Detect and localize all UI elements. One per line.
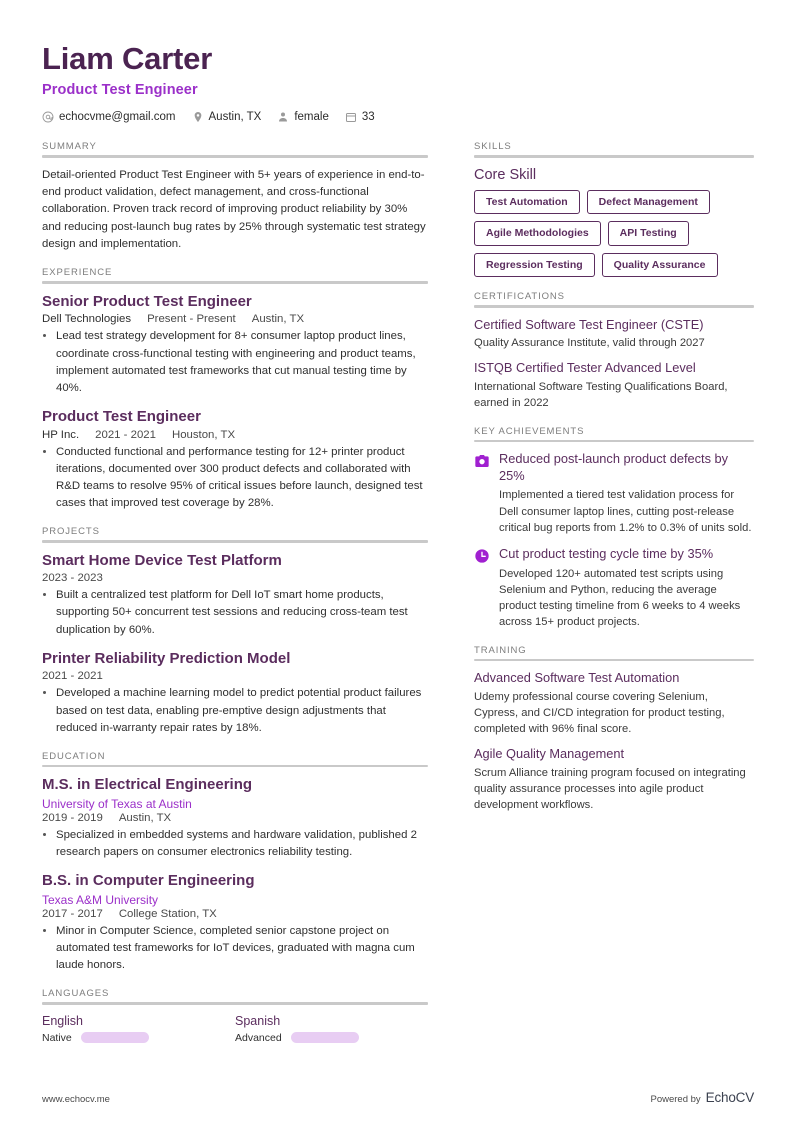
contact-gender-value: female [294,111,329,124]
section-training [474,645,754,814]
education-degree: B.S. in Computer Engineering [42,872,255,890]
achievement-desc: Developed 120+ automated test scripts using Selenium and Python, reducing the average product testing timeline from 6 weeks to 4 weeks across 15+ product projects. [499,567,741,629]
language-name: Spanish [235,1013,281,1028]
footer-brand [651,1090,755,1105]
section-divider [42,281,428,284]
skill-chip: Quality Assurance [602,253,718,278]
achievement-desc: Implemented a tiered test validation process for Dell consumer laptop lines, cutting post-release critical bug reports from 1.2% to 0.3% of units sold. [499,489,752,534]
calendar-icon [345,111,357,123]
list-item: • Built a centralized test platform for Dell IoT smart home products, supporting 50+ concurrent test sessions and reducing cross-team test duplication by 60%. [56,587,428,638]
experience-org: Dell Technologies [42,313,132,326]
education-bullets [42,827,428,861]
certification-item [474,317,754,352]
experience-bullets [42,444,428,512]
education-entry [42,872,428,974]
certification-desc: International Software Testing Qualifications Board, earned in 2022 [474,381,728,410]
page-title: Liam Carter [42,41,213,76]
contact-email-value: echocvme@gmail.com [59,111,176,124]
experience-org: HP Inc. [42,428,80,441]
education-bullets [42,923,428,974]
skill-chip: Test Automation [474,190,580,215]
section-label-education: EDUCATION [42,750,106,762]
project-entry [42,650,428,737]
experience-dates: Present - Present [147,313,236,326]
skill-chip: Agile Methodologies [474,221,601,246]
training-desc: Scrum Alliance training program focused on integrating quality assurance processes into agile product development workflows. [474,767,746,812]
training-item [474,746,754,813]
training-title: Advanced Software Test Automation [474,670,680,686]
summary-text: Detail-oriented Product Test Engineer with 5+ years of experience in end-to-end product validation, defect management, and cross-functional collaboration. Proven track record of improving product reliability by 30% and reducing post-launch bug rates by 25% through systematic test strategy design and implementation. [42,168,426,250]
section-key-achievements [474,426,754,631]
achievement-item [474,451,754,536]
skill-group-title: Core Skill [474,166,537,183]
language-row [42,1032,235,1044]
section-divider [474,305,754,308]
camera-icon [474,453,490,469]
section-label-experience: EXPERIENCE [42,267,113,279]
training-title: Agile Quality Management [474,746,625,762]
section-label-skills: SKILLS [474,141,512,153]
project-bullets [42,685,428,736]
section-summary [42,141,428,253]
language-level: Advanced [235,1031,282,1044]
experience-title: Senior Product Test Engineer [42,292,252,310]
education-school: Texas A&M University [42,892,159,907]
section-projects [42,526,428,737]
experience-entry [42,408,428,512]
skill-chip-list [474,190,754,278]
section-experience [42,267,428,512]
section-label-summary: SUMMARY [42,141,97,153]
contact-location-value: Austin, TX [208,111,262,124]
contact-email[interactable] [42,111,176,123]
experience-title: Product Test Engineer [42,407,201,425]
language-level: Native [42,1031,72,1044]
contact-age-value: 33 [361,111,375,124]
experience-entry [42,293,428,397]
section-label-training: TRAINING [474,644,527,656]
section-label-projects: PROJECTS [42,526,100,538]
experience-dates: 2021 - 2021 [95,428,156,441]
language-progress-bar [81,1032,149,1043]
certification-item [474,360,754,411]
achievement-item [474,546,754,631]
location-pin-icon [192,111,204,123]
education-meta [42,812,428,824]
language-name: English [42,1013,83,1028]
experience-meta [42,429,428,441]
certification-title: ISTQB Certified Tester Advanced Level [474,360,696,376]
section-divider [42,765,428,768]
section-label-key-achievements: KEY ACHIEVEMENTS [474,425,585,437]
skill-chip: Regression Testing [474,253,595,278]
email-icon [42,111,54,123]
experience-meta [42,313,428,325]
achievement-title: Cut product testing cycle time by 35% [499,546,714,561]
contact-gender [277,111,329,123]
section-divider [42,155,428,158]
section-divider [474,155,754,158]
clock-icon [474,548,490,564]
language-grid [42,1014,428,1044]
language-progress-bar [291,1032,359,1043]
person-icon [277,111,289,123]
footer-website[interactable]: www.echocv.me [42,1094,110,1105]
language-item [42,1014,235,1044]
contact-location [192,111,262,123]
resume-columns [42,141,754,1058]
training-item [474,670,754,737]
education-entry [42,776,428,861]
resume-header [42,42,754,123]
language-row [235,1032,428,1044]
education-dates: 2017 - 2017 [42,907,103,920]
project-meta [42,670,428,682]
education-dates: 2019 - 2019 [42,812,103,825]
section-divider [42,1002,428,1005]
contact-age [345,111,375,123]
header-job-title: Product Test Engineer [42,82,198,99]
list-item: • Conducted functional and performance testing for 12+ printer product iterations, documented over 300 product defects and collaborated with R&D teams to resolve 95% of critical issues before launch, designed test cases that improved test coverage by 28%. [56,444,428,512]
education-location: Austin, TX [118,812,172,825]
project-dates: 2023 - 2023 [42,572,103,585]
project-title: Smart Home Device Test Platform [42,551,282,569]
section-divider [474,440,754,443]
achievement-body [499,451,754,536]
experience-location: Austin, TX [251,313,305,326]
education-degree: M.S. in Electrical Engineering [42,776,253,794]
project-meta [42,572,428,584]
left-column [42,141,428,1058]
project-entry [42,552,428,639]
section-label-languages: LANGUAGES [42,988,110,1000]
training-desc: Udemy professional course covering Selenium, Cypress, and CI/CD integration for product testing, completed with 96% final score. [474,690,725,736]
resume-footer [42,1090,754,1105]
list-item: • Developed a machine learning model to predict potential product failures based on test data, enabling pre-emptive design adjustments that reduced in-warranty repair rates by 18%. [56,685,428,736]
list-item: • Minor in Computer Science, completed senior capstone project on automated test frameworks for IoT devices, graduated with magna cum laude honors. [56,923,428,974]
footer-powered-by: Powered by [650,1094,701,1105]
certification-title: Certified Software Test Engineer (CSTE) [474,316,704,332]
experience-bullets [42,328,428,396]
language-item [235,1014,428,1044]
list-item: • Specialized in embedded systems and hardware validation, published 2 research papers on consumer electronics reliability testing. [56,827,428,861]
education-meta [42,908,428,920]
project-dates: 2021 - 2021 [42,670,103,683]
education-location: College Station, TX [118,907,217,920]
right-column [474,141,754,828]
section-label-certifications: CERTIFICATIONS [474,291,565,303]
section-divider [42,540,428,543]
experience-location: Houston, TX [171,428,236,441]
certification-desc: Quality Assurance Institute, valid through 2027 [474,337,705,350]
skill-chip: Defect Management [587,190,710,215]
list-item: • Lead test strategy development for 8+ consumer laptop product lines, coordinate cross-functional testing with engineering and product teams, implement automated test frameworks that cut manual testing time by 40%. [56,328,428,396]
contact-row [42,111,754,123]
project-bullets [42,587,428,638]
section-skills [474,141,754,277]
section-languages [42,988,428,1044]
skill-chip: API Testing [608,221,689,246]
achievement-body [499,546,754,631]
project-title: Printer Reliability Prediction Model [42,649,291,667]
echocv-logo: EchoCV [705,1090,754,1105]
section-education [42,751,428,975]
section-certifications [474,291,754,411]
section-divider [474,659,754,662]
education-school: University of Texas at Austin [42,797,192,812]
achievement-title: Reduced post-launch product defects by 25% [499,451,729,483]
